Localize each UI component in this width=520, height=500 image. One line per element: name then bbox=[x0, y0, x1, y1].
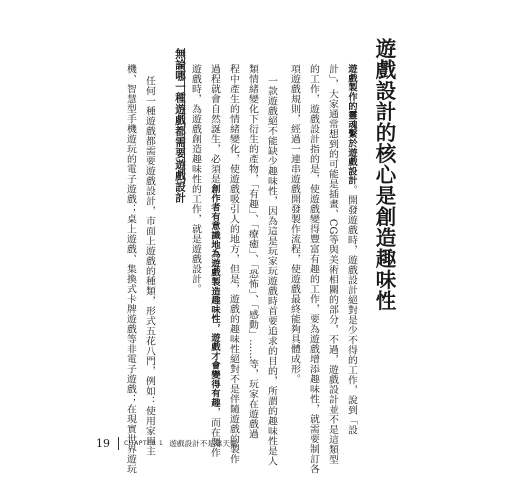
paragraph-2-line-4 bbox=[207, 64, 219, 457]
paragraph-2-line-3: 程中產生的情緒變化，使遊戲吸引人的地方，但是，遊戲的趣味性絕對不是伴隨遊戲的製作 bbox=[228, 64, 239, 464]
section-heading-rule bbox=[184, 48, 185, 184]
paragraph-1-line-1-text: 。開發遊戲時，遊戲設計絕對是少不得的工作，說到「設 bbox=[346, 184, 357, 435]
chapter-label: CHAPTER 1 bbox=[124, 439, 164, 447]
paragraph-1-line-3: 的工作，遊戲設計指的是，使遊戲變得豐富有趣的工作，要為遊戲增添趣味性，就需要制訂各 bbox=[308, 64, 319, 474]
paragraph-3-line-2: 機、智慧型手機遊玩的電子遊戲；桌上遊戲、集換式卡牌遊戲等非電子遊戲；在現實世界遊玩 bbox=[125, 64, 136, 474]
paragraph-1-line-2: 計」，大家通常想到的可能是插畫、CG等與美術相關的部分，不過，遊戲設計並不是這類型 bbox=[327, 64, 338, 465]
footer-divider bbox=[118, 437, 119, 450]
page-title: 遊戲設計的核心是創造趣味性 bbox=[372, 38, 396, 311]
paragraph-2-line-1: 一款遊戲絕不能缺少趣味性，因為這是玩家玩遊戲時首要追求的目的，所謂的趣味性是人 bbox=[266, 76, 277, 466]
paragraph-2-line-2: 類情緒變化下衍生的產物，「有趣」、「療癒」、「恐怖」、「感動」……等，玩家在遊戲過 bbox=[247, 64, 258, 439]
paragraph-2-line-4-pre: 過程就會自然誕生，必須是 bbox=[209, 64, 220, 184]
paragraph-1-line-4: 項遊戲規則，經過一連串遊戲開發製作流程，使遊戲最終能夠具體成形。 bbox=[289, 64, 300, 384]
chapter-title: 遊戲設計不是靠天賦 bbox=[169, 438, 238, 448]
paragraph-2-line-4-post: ，而在製作 bbox=[209, 407, 220, 458]
paragraph-1-lead-emphasis: 遊戲製作的靈魂繫於遊戲設計 bbox=[346, 64, 357, 185]
page-footer bbox=[96, 436, 238, 450]
paragraph-2-line-5: 遊戲時，為遊戲創造趣味性的工作，就是遊戲設計。 bbox=[190, 64, 201, 294]
section-heading: 無論哪一種遊戲都需要遊戲設計 bbox=[174, 48, 186, 204]
page-number: 19 bbox=[96, 436, 110, 450]
paragraph-2-emphasis: 創作者有意識地為遊戲製造趣味性，遊戲才會變得有趣 bbox=[209, 183, 220, 408]
paragraph-3-line-1: 任何一種遊戲都需要遊戲設計，市面上遊戲的種類，形式五花八門，例如：使用家用主 bbox=[144, 76, 155, 456]
paragraph-1-line-1 bbox=[344, 64, 356, 435]
